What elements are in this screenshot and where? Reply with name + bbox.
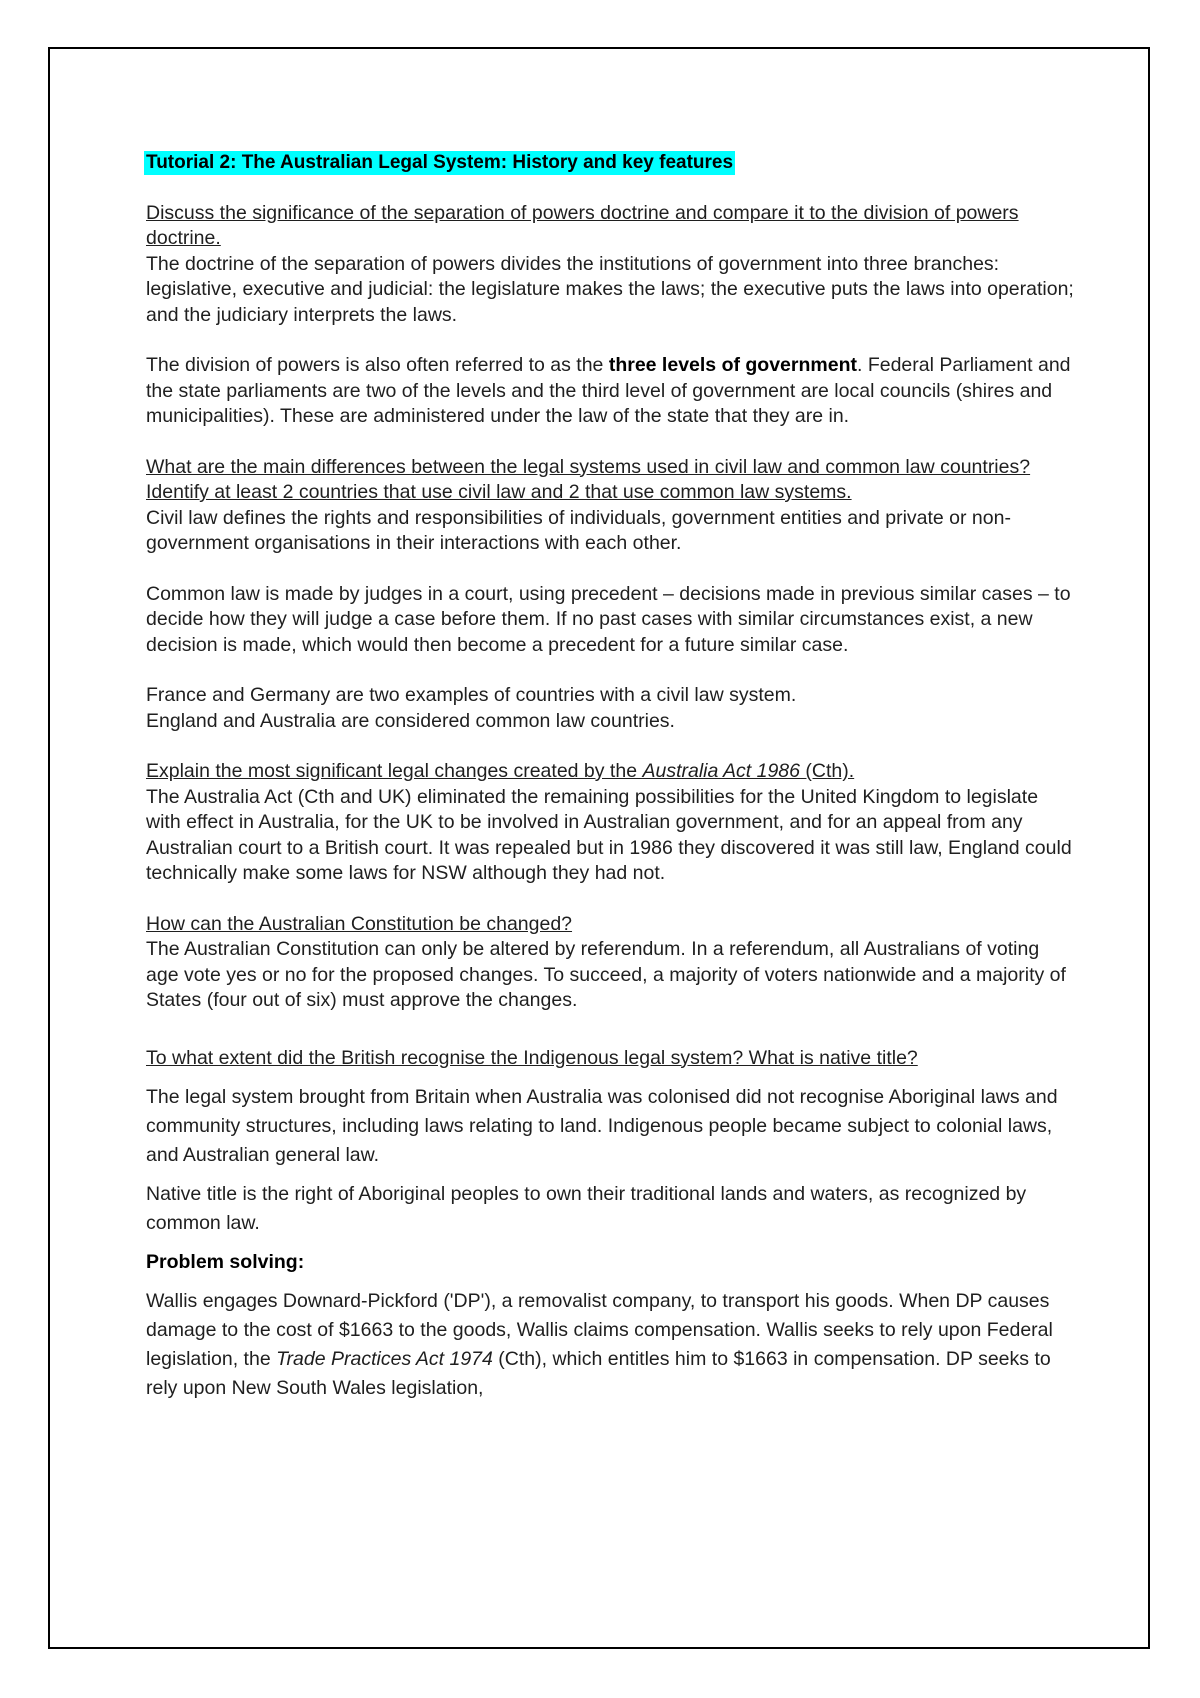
spacer [146, 430, 1076, 455]
spacer [146, 1277, 1076, 1287]
spacer [146, 1238, 1076, 1248]
spacer [146, 1014, 1076, 1046]
answer-2-paragraph-1: Civil law defines the rights and responsibilities of individuals, government entities and private or non-government organisations in their interactions with each other. [146, 506, 1011, 554]
text-run: . Federal Parliament and the state parliaments are two of the levels and the third level of government are local councils (shires and municipalities). These are administered under the law of the state that they are in. [146, 354, 1071, 427]
spacer [146, 1071, 1076, 1083]
answer-4: The Australian Constitution can only be altered by referendum. In a referendum, all Australians of voting age vote yes or no for the proposed changes. To succeed, a majority of voters nationwide and a majority of States (four out of six) must approve the changes. [146, 938, 1066, 1011]
question-3 [146, 759, 1076, 785]
spacer [146, 557, 1076, 582]
document-body [146, 150, 1076, 1403]
spacer [146, 887, 1076, 912]
answer-1-paragraph-2 [146, 353, 1076, 430]
bold-text: three levels of government [608, 354, 857, 376]
spacer [146, 328, 1076, 353]
spacer [146, 658, 1076, 683]
italic-text: Australia Act 1986 [642, 760, 801, 782]
problem-solving-heading: Problem solving: [146, 1251, 305, 1273]
answer-2-paragraph-2: Common law is made by judges in a court, using precedent – decisions made in previous similar cases – to decide how they will judge a case before them. If no past cases with similar circumstances exist, a new decision is made, which would then become a precedent for a future similar case. [146, 582, 1071, 656]
answer-5-paragraph-1: The legal system brought from Britain when Australia was colonised did not recognise Aboriginal laws and community structures, including laws relating to land. Indigenous people became subject to colonial laws, and Australian general law. [146, 1086, 1058, 1166]
spacer [146, 734, 1076, 759]
question-5: To what extent did the British recognise the Indigenous legal system? What is native title? [146, 1046, 918, 1069]
document-title: Tutorial 2: The Australian Legal System: History and key features [146, 152, 734, 173]
spacer [146, 176, 1076, 201]
answer-5-paragraph-2: Native title is the right of Aboriginal peoples to own their traditional lands and waters, as recognized by common law. [146, 1183, 1027, 1234]
answer-2-paragraph-3a: France and Germany are two examples of countries with a civil law system. [146, 684, 797, 706]
text-run: (Cth). [800, 760, 855, 782]
text-run: The division of powers is also often referred to as the [146, 354, 609, 376]
problem-paragraph [146, 1287, 1076, 1403]
spacer [146, 1170, 1076, 1180]
italic-text: Trade Practices Act 1974 [276, 1348, 493, 1370]
answer-3: The Australia Act (Cth and UK) eliminated the remaining possibilities for the United Kingdom to legislate with effect in Australia, for the UK to be involved in Australian government, and for an appeal from any Australian court to a British court. It was repealed but in 1986 they discovered it was still law, England could technically make some laws for NSW although they had not. [146, 785, 1072, 884]
question-2: What are the main differences between the legal systems used in civil law and common law countries? Identify at least 2 countries that use civil law and 2 that use common law systems. [146, 455, 1031, 503]
text-run: (Cth), which entitles him to $1663 in compensation. DP seeks to rely upon New South Wales legislation, [146, 1348, 1051, 1399]
question-1: Discuss the significance of the separation of powers doctrine and compare it to the division of powers doctrine. [146, 201, 1019, 249]
answer-2-paragraph-3b: England and Australia are considered common law countries. [146, 709, 675, 732]
text-run: Explain the most significant legal changes created by the [146, 760, 643, 782]
answer-1-paragraph-1: The doctrine of the separation of powers divides the institutions of government into three branches: legislative, executive and judicial: the legislature makes the laws; the executive puts the laws into operation; and the judiciary interprets the laws. [146, 252, 1074, 326]
text-run: Wallis engages Downard-Pickford ('DP'), a removalist company, to transport his goods. When DP causes damage to the cost of $1663 to the goods, Wallis claims compensation. Wallis seeks to rely upon Federal legislation, the [146, 1290, 1053, 1370]
question-4: How can the Australian Constitution be changed? [146, 912, 573, 935]
